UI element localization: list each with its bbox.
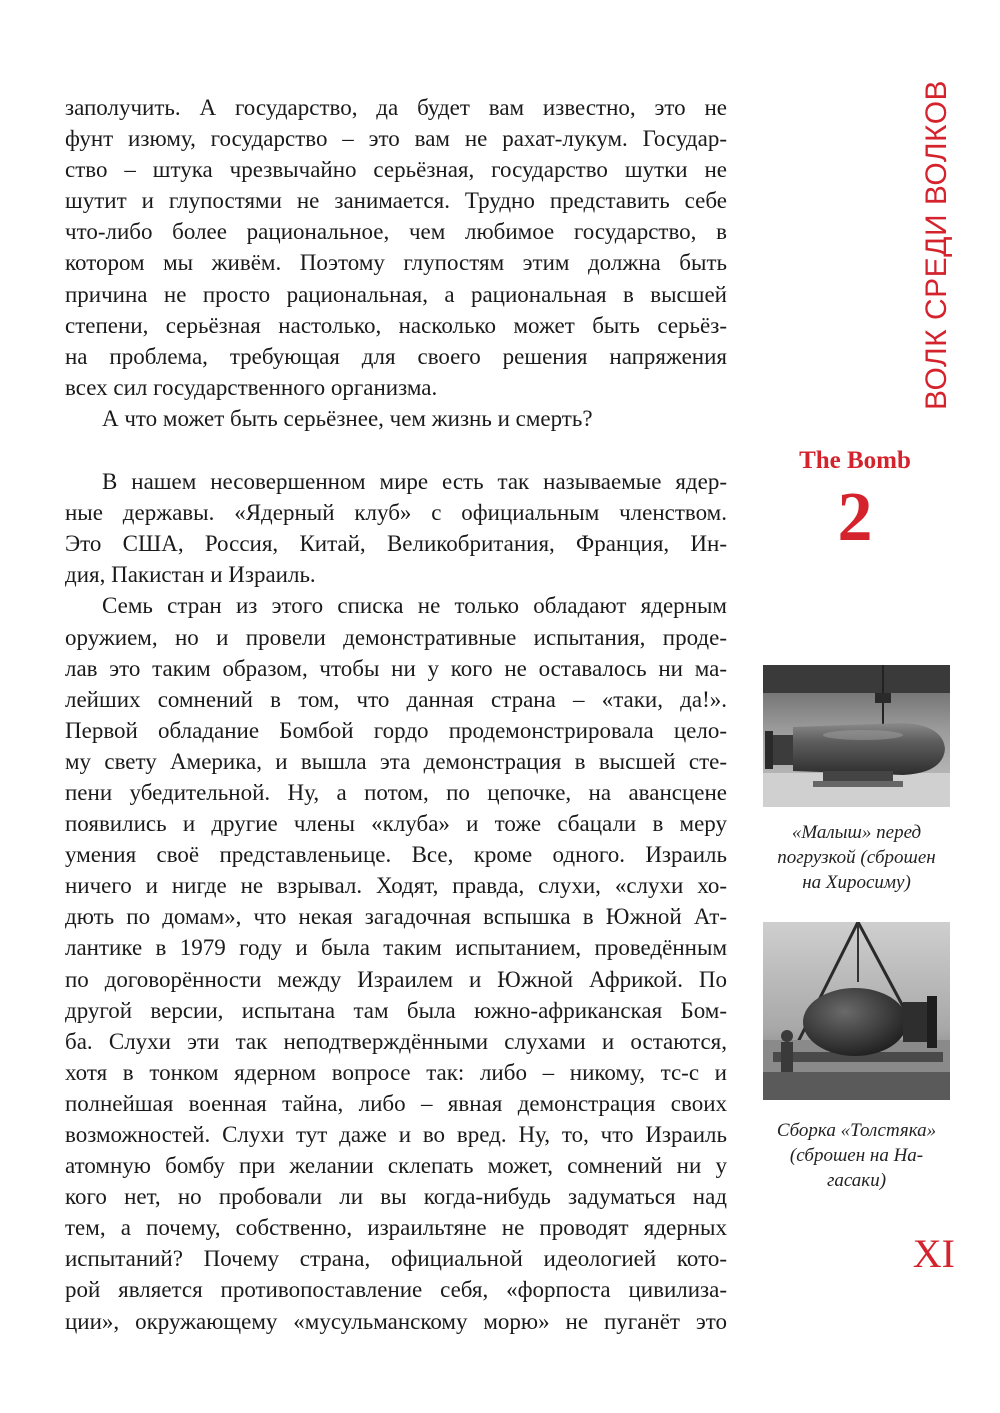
- text-line: ничего и нигде не взрывал. Ходят, правда, слухи, «слухи хо-: [65, 873, 727, 899]
- text-line: лантике в 1979 году и была таким испытанием, проведённым: [65, 935, 727, 961]
- text-line: кого нет, но пробовали ли вы когда-нибудь задуматься над: [65, 1184, 727, 1210]
- caption-line: (сброшен на На-: [789, 1145, 924, 1166]
- text-line: полнейшая военная тайна, либо – явная демонстрация своих: [65, 1090, 727, 1116]
- text-line: испытаний? Почему страна, официальной идеологией кото-: [65, 1246, 727, 1272]
- caption-line: гасаки): [826, 1170, 887, 1191]
- caption-line: погрузкой (сброшен: [777, 847, 936, 868]
- text-line: Первой обладание Бомбой гордо продемонстрировала цело-: [65, 717, 727, 743]
- text-line: Семь стран из этого списка не только обладают ядерным: [102, 593, 727, 619]
- chapter-label: The Bomb: [799, 447, 911, 474]
- paragraph-3: [65, 466, 727, 590]
- text-line: что-либо более рациональное, чем любимое государство, в: [65, 219, 727, 245]
- running-title: [912, 79, 962, 411]
- text-line: появились и другие члены «клуба» и тоже сбацали в меру: [65, 811, 727, 837]
- text-line: пени убедительной. Ну, а потом, по цепочке, на авансцене: [65, 779, 727, 805]
- text-line: ные державы. «Ядерный клуб» с официальным членством.: [65, 500, 727, 526]
- text-line: ции», окружающему «мусульманскому морю» не пуганёт это: [65, 1308, 727, 1334]
- running-title-text: ВОЛК СРЕДИ ВОЛКОВ: [920, 79, 953, 411]
- text-line: дють по домам», что некая загадочная вспышка в Южной Ат-: [65, 904, 727, 930]
- caption-fat-man: [760, 1118, 953, 1193]
- text-line: тем, а почему, собственно, израильтяне не проводят ядерных: [65, 1215, 727, 1241]
- text-line: умения своё представленьице. Все, кроме одного. Израиль: [65, 842, 727, 868]
- text-line: по договорённости между Израилем и Южной Африкой. По: [65, 966, 727, 992]
- text-line: рой является противопоставление себя, «форпоста цивилиза-: [65, 1277, 727, 1303]
- photo-fat-man: [763, 922, 950, 1100]
- paragraph-4: [65, 590, 727, 1336]
- text-line: на проблема, требующая для своего решения напряжения: [65, 343, 727, 369]
- text-line: ство – штука чрезвычайно серьёзная, государство шутки не: [65, 157, 727, 183]
- text-line: котором мы живём. Поэтому глупостям этим должна быть: [65, 250, 727, 276]
- text-line: атомную бомбу при желании склепать может, сомнений ни у: [65, 1153, 727, 1179]
- main-text: [65, 92, 727, 1337]
- text-line: дия, Пакистан и Израиль.: [65, 562, 316, 588]
- text-line: А что может быть серьёзнее, чем жизнь и смерть?: [102, 405, 593, 431]
- caption-line: «Малыш» перед: [791, 822, 922, 843]
- text-line: Это США, Россия, Китай, Великобритания, Франция, Ин-: [65, 531, 727, 557]
- photo-little-boy-image: [763, 665, 950, 807]
- text-line: В нашем несовершенном мире есть так называемые ядер-: [102, 469, 727, 495]
- text-line: всех сил государственного организма.: [65, 374, 438, 400]
- text-line: хотя в тонком ядерном вопросе так: либо – никому, тс-с и: [65, 1059, 727, 1085]
- text-line: степени, серьёзная настолько, насколько может быть серьёз-: [65, 312, 727, 338]
- caption-line: на Хиросиму): [802, 872, 911, 893]
- caption-little-boy: [760, 820, 953, 895]
- text-line: фунт изюму, государство – это вам не рахат-лукум. Государ-: [65, 126, 727, 152]
- chapter-number: 2: [837, 479, 873, 556]
- text-line: шутит и глупостями не занимается. Трудно представить себе: [65, 188, 727, 214]
- text-line: заполучить. А государство, да будет вам известно, это не: [65, 95, 727, 120]
- photo-fat-man-image: [763, 922, 950, 1100]
- text-line: ба. Слухи эти так неподтверждёнными слухами и остаются,: [65, 1028, 727, 1054]
- photo-little-boy: [763, 665, 950, 807]
- text-line: возможностей. Слухи тут даже и во вред. Ну, то, что Израиль: [65, 1122, 727, 1147]
- text-line: му свету Америка, и вышла эта демонстрация в высшей сте-: [65, 748, 727, 774]
- text-line: причина не просто рациональная, а рациональная в высшей: [65, 281, 727, 307]
- text-line: другой версии, испытана там была южно-африканская Бом-: [65, 997, 727, 1023]
- text-line: лейших сомнений в том, что данная страна – «таки, да!».: [65, 686, 727, 712]
- text-line: лав это таким образом, чтобы ни у кого не оставалось ни ма-: [65, 655, 727, 681]
- text-line: оружием, но и провели демонстративные испытания, проде-: [65, 624, 727, 650]
- caption-line: Сборка «Толстяка»: [776, 1120, 937, 1141]
- paragraph-1: [65, 92, 727, 403]
- page-number: XI: [912, 1231, 955, 1276]
- paragraph-2: [65, 403, 727, 434]
